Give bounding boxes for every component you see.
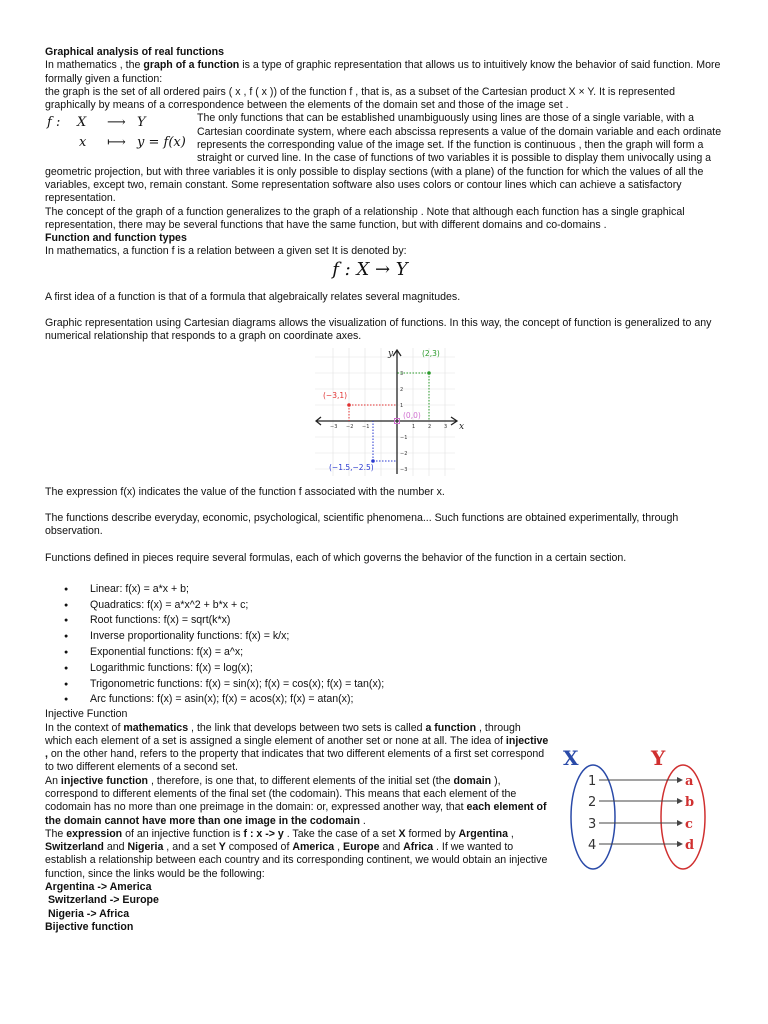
codomain-element: b [685, 795, 695, 810]
formula-arrow: ⟶ [107, 115, 126, 131]
list-item: ● Inverse proportionality functions: f(x) = k/x; [90, 629, 725, 645]
codomain-ellipse [661, 765, 705, 869]
types-paragraph-5: The functions describe everyday, economic, psychological, scientific phenomena... Such functions are obtained experimentally, through observation. [45, 511, 679, 538]
svg-text:1: 1 [412, 423, 416, 430]
list-item: ● Logarithmic functions: f(x) = log(x); [90, 661, 725, 677]
formula-y-set: Y [137, 115, 146, 131]
injective-venn-diagram [553, 743, 723, 873]
injective-paragraph-3: The expression of an injective function is f : x -> y . Take the case of a set X formed by Argentina , Switzerland and Nigeria , and a set Y composed of America , Europe and Africa . If we wanted to establish a relationship between each country and its corresponding continent, we would obtain an injective function, since the links would be the following: [45, 827, 548, 880]
formula-x: x [79, 135, 87, 151]
list-item: ● Exponential functions: f(x) = a^x; [90, 645, 725, 661]
cartesian-graph-svg [315, 348, 465, 476]
svg-text:−3: −3 [330, 423, 338, 430]
label-green-point: (2,3) [422, 348, 440, 358]
svg-text:2: 2 [428, 423, 432, 430]
mapping-nigeria: Nigeria -> Africa [45, 907, 130, 920]
svg-text:3: 3 [444, 423, 448, 430]
formula-x-set: X [77, 115, 87, 131]
list-item: ● Quadratics: f(x) = a*x^2 + b*x + c; [90, 598, 725, 614]
mapping-argentina: Argentina -> America [45, 881, 152, 894]
bijective-heading: Bijective function [45, 920, 134, 933]
svg-text:1: 1 [400, 402, 404, 409]
list-item: ● Trigonometric functions: f(x) = sin(x); f(x) = cos(x); f(x) = tan(x); [90, 677, 725, 693]
svg-text:−2: −2 [346, 423, 354, 430]
y-axis-label: y [388, 348, 394, 359]
svg-text:−1: −1 [400, 434, 408, 441]
formula-maps-to: ⟼ [107, 135, 126, 151]
function-notation-formula: f : X → Y [332, 258, 408, 280]
codomain-element: c [685, 817, 693, 832]
function-types-list [45, 582, 725, 708]
x-axis-label: x [459, 421, 465, 432]
intro-paragraph-2: the graph is the set of all ordered pairs ( x , f ( x )) of the function f , that is, as a subset of the Cartesian product X × Y. It is represented graphically by means of a correspondence between the elements of the domain set and those of the image set . [45, 85, 675, 112]
injective-paragraph-1: In the context of mathematics , the link that develops between two sets is called a function , through which each element of a set is assigned a single element of another set or none at all. The idea of injective , on the other hand, refers to the property that indicates that two different elements of a first set correspond to two different elements of a second set. [45, 721, 549, 774]
types-heading: Function and function types [45, 232, 187, 245]
domain-element: 2 [588, 795, 597, 810]
point-blue [371, 421, 397, 463]
types-paragraph-4: The expression f(x) indicates the value of the function f associated with the number x. [45, 485, 445, 498]
intro-paragraph-1: In mathematics , the graph of a function is a type of graphic representation that allows us to intuitively know the behavior of said function. More formally given a function: [45, 59, 721, 85]
types-paragraph-2: A first idea of a function is that of a formula that algebraically relates several magnitudes. [45, 290, 461, 303]
intro-paragraph-3: The only functions that can be established unambiguously using lines are those of a single variable, with a Cartesian coordinate system, where each abscissa represents a value of the domain variable and each ordinate represents the corresponding value of the image set. If the function is continuous , then the graph will form a straight or curved line. In the case of functions of two variables it is possible to display them univocally using a geometric projection, but with three variables it is only possible to display sections (with a plane) of the function for which the values of all the variables, except two, remain constant. Some representation software also uses colors or contour lines which can achieve a satisfactory representation. [45, 112, 722, 205]
mapping-arrow-head [677, 820, 683, 826]
domain-element: 3 [588, 817, 597, 832]
set-x-label: X [563, 746, 579, 770]
codomain-element: d [685, 838, 695, 853]
set-y-label: Y [651, 746, 666, 770]
mapping-arrow-head [677, 841, 683, 847]
mapping-arrow-head [677, 777, 683, 783]
label-origin: (0,0) [403, 410, 421, 420]
list-item: ● Linear: f(x) = a*x + b; [90, 582, 725, 598]
intro-paragraph-4: The concept of the graph of a function generalizes to the graph of a relationship . Note that although each function has a single graphical representation, there may be several functions that have the same function, but with different domains and co-domains . [45, 205, 685, 231]
function-definition-formula [45, 116, 197, 156]
formula-y-eq: y = f(x) [137, 135, 186, 151]
types-paragraph-6: Functions defined in pieces require several formulas, each of which governs the behavior of the function in a certain section. [45, 551, 627, 564]
cartesian-graph [45, 348, 725, 478]
domain-element: 1 [588, 774, 597, 789]
codomain-element: a [685, 774, 694, 789]
doc-title: Graphical analysis of real functions [45, 46, 224, 58]
mapping-switzerland: Switzerland -> Europe [45, 894, 159, 907]
list-item: ● Root functions: f(x) = sqrt(k*x) [90, 613, 725, 629]
label-blue-point: (−1.5,−2.5) [329, 462, 374, 472]
point-red [347, 403, 397, 421]
types-paragraph-1: In mathematics, a function f is a relation between a given set It is denoted by: [45, 245, 407, 258]
svg-text:−1: −1 [362, 423, 370, 430]
formula-f: f : [47, 115, 61, 131]
injective-paragraph-2: An injective function , therefore, is one that, to different elements of the initial set (the domain ), correspond to different elements of the final set (the codomain). This means that each element of the codomain has no more than one preimage in the domain: or, expressed another way, that each element of the domain cannot have more than one image in the codomain . [45, 774, 547, 827]
types-paragraph-3: Graphic representation using Cartesian diagrams allows the visualization of functions. In this way, the concept of function is generalized to any numerical relationship that responds to a graph on coordinate axes. [45, 317, 712, 343]
red-point-marker [347, 403, 351, 407]
svg-text:2: 2 [400, 386, 404, 393]
svg-text:−2: −2 [400, 450, 408, 457]
mapping-arrow-head [677, 798, 683, 804]
injective-section [45, 708, 550, 934]
svg-text:−3: −3 [400, 466, 408, 473]
green-point-marker [427, 371, 431, 375]
label-red-point: (−3,1) [323, 390, 348, 400]
svg-text:3: 3 [400, 370, 404, 377]
list-item: ● Arc functions: f(x) = asin(x); f(x) = acos(x); f(x) = atan(x); [90, 692, 725, 708]
injective-heading: Injective Function [45, 708, 128, 721]
domain-element: 4 [588, 838, 597, 853]
